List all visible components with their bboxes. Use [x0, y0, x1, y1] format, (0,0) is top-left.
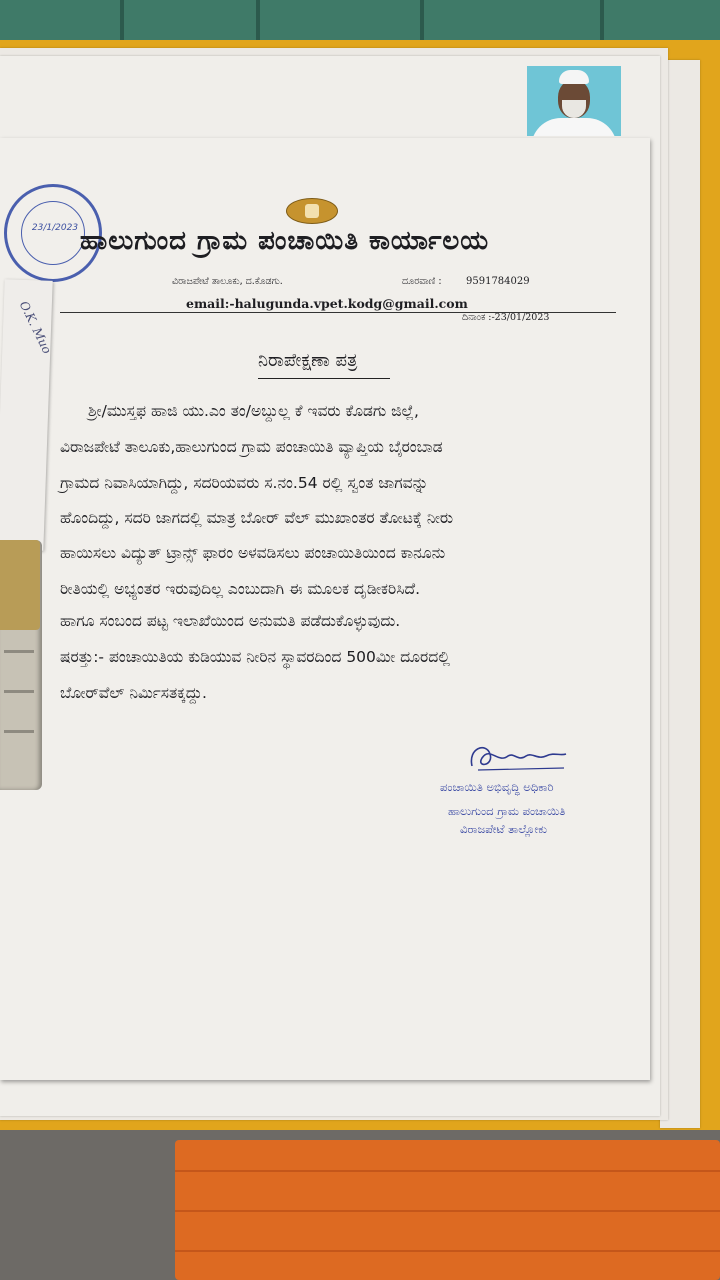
passport-photo [527, 66, 621, 136]
notebook-line [175, 1250, 720, 1252]
body-line: ಬೋರ್‌ವೆಲ್ ನಿರ್ಮಿಸತಕ್ಕದ್ದು. [60, 684, 207, 702]
body-line: ರೀತಿಯಲ್ಲಿ ಅಭ್ಯಂತರ ಇರುವುದಿಲ್ಲ ಎಂಬುದಾಗಿ ಈ ಮೂಲಕ ದೃಡೀಕರಿಸಿದೆ. [60, 580, 421, 598]
seal-date: 23/1/2023 [31, 223, 79, 233]
body-line: ಹಾಯಿಸಲು ವಿದ್ಯುತ್ ಟ್ರಾನ್ಸ್ ಫಾರಂ ಅಳವಡಿಸಲು ಪಂಚಾಯಿತಿಯಿಂದ ಕಾನೂನು [60, 544, 446, 562]
emblem-core [305, 204, 319, 218]
binder-clip [0, 540, 42, 790]
letter-sheet [0, 138, 650, 1080]
orange-notebook [175, 1140, 720, 1280]
clip-rivet [4, 690, 34, 693]
title-underline [258, 378, 390, 379]
photo-shirt [531, 118, 617, 136]
body-line: ಷರತ್ತು:- ಪಂಚಾಯಿತಿಯ ಕುಡಿಯುವ ನೀರಿನ ಸ್ಥಾವರದಿಂದ 500ಮೀ ದೂರದಲ್ಲಿ [60, 648, 450, 666]
office-address: ವಿರಾಜಪೇಟೆ ತಾಲೂಕು, ದ.ಕೊಡಗು. [172, 276, 283, 287]
body-line: ಹಾಗೂ ಸಂಬಂದ ಪಟ್ಟ ಇಲಾಖೆಯಿಂದ ಅನುಮತಿ ಪಡೆದುಕೊಳ್ಳುವುದು. [60, 612, 401, 630]
seal-inner-ring [21, 201, 85, 265]
phone-number: 9591784029 [466, 276, 530, 287]
signatory-designation: ಪಂಚಾಯಿತಿ ಅಭಿವೃದ್ಧಿ ಅಧಿಕಾರಿ [440, 780, 554, 794]
handwritten-signature [468, 738, 568, 774]
body-line: ವಿರಾಜಪೇಟೆ ತಾಲೂಕು,ಹಾಲುಗುಂದ ಗ್ರಾಮ ಪಂಚಾಯಿತಿ ವ್ಯಾಪ್ತಿಯ ಬೈರಂಬಾಡ [60, 438, 443, 456]
body-line: ಗ್ರಾಮದ ನಿವಾಸಿಯಾಗಿದ್ದು, ಸದರಿಯವರು ಸ.ನಂ.54 ರಲ್ಲಿ ಸ್ವಂತ ಜಾಗವನ್ನು [60, 474, 429, 492]
letter-title: ನಿರಾಪೇಕ್ಷಣಾ ಪತ್ರ [258, 350, 358, 371]
notebook-line [175, 1210, 720, 1212]
clip-rivet [4, 650, 34, 653]
body-line: ಹೊಂದಿದ್ದು, ಸದರಿ ಜಾಗದಲ್ಲಿ ಮಾತ್ರ ಬೋರ್ ವೆಲ್ ಮುಖಾಂತರ ತೋಟಕ್ಕೆ ನೀರು [60, 509, 454, 527]
clip-top [0, 540, 40, 630]
note-handwriting: O.K. Muo [16, 298, 55, 356]
office-email: email:-halugunda.vpet.kodg@gmail.com [186, 296, 468, 311]
karnataka-emblem-icon [286, 198, 338, 224]
body-line: ಶ್ರೀ/ಮುಸ್ತಫ ಹಾಜಿ ಯು.ಎಂ ತಂ/ಅಬ್ದುಲ್ಲ ಕೆ ಇವರು ಕೊಡಗು ಜಿಲ್ಲೆ, [88, 402, 419, 420]
notebook-line [175, 1170, 720, 1172]
signatory-taluk: ವಿರಾಜಪೇಟೆ ತಾಲ್ಲೋಕು [460, 822, 547, 836]
office-title: ಹಾಲುಗುಂದ ಗ್ರಾಮ ಪಂಚಾಯಿತಿ ಕಾರ್ಯಾಲಯ [80, 226, 490, 256]
photo-cap [559, 70, 589, 84]
signatory-office: ಹಾಲುಗುಂದ ಗ್ರಾಮ ಪಂಚಾಯಿತಿ [448, 804, 566, 818]
clip-rivet [4, 730, 34, 733]
letter-date: ದಿನಾಂಕ :-23/01/2023 [462, 312, 550, 323]
phone-label: ದೂರವಾಣಿ : [402, 276, 442, 287]
